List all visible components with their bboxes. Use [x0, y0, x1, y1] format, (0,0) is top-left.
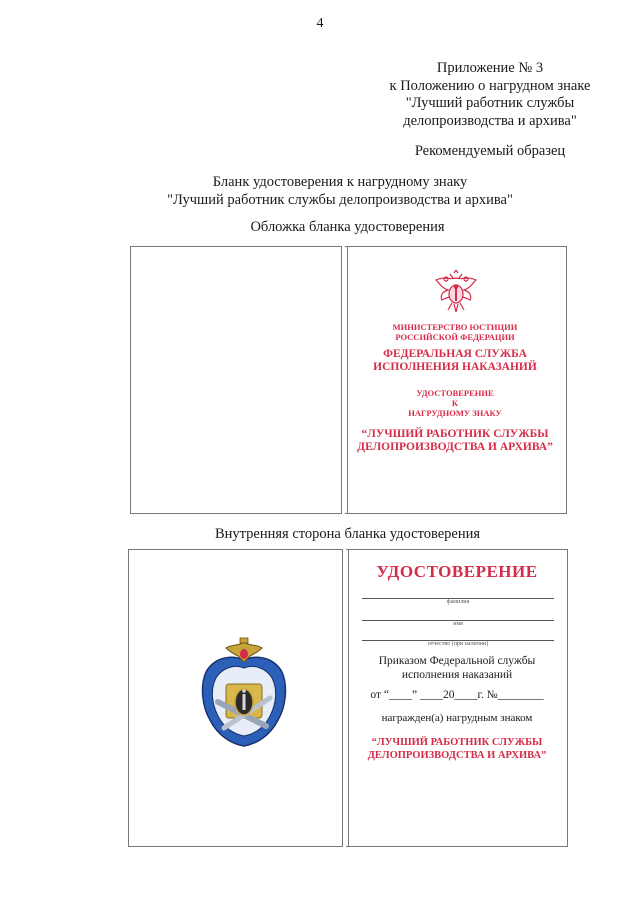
page-number: 4 — [316, 16, 324, 31]
surname-field[interactable] — [362, 598, 554, 605]
ministry-title — [350, 322, 560, 342]
patronymic-label: отчество (при наличии) — [427, 641, 489, 647]
ministry-line: РОССИЙСКОЙ ФЕДЕРАЦИИ — [395, 332, 515, 342]
appendix-header — [360, 60, 620, 130]
appendix-line: делопроизводства и архива" — [403, 112, 577, 129]
double-headed-eagle-emblem-icon — [430, 270, 482, 314]
inner-badge-name — [346, 736, 568, 762]
surname-label: фамилия — [446, 599, 470, 605]
certificate-title: УДОСТОВЕРЕНИЕ — [376, 562, 538, 581]
order-line: Приказом Федеральной службы — [378, 655, 536, 667]
cover-back-panel — [130, 246, 342, 514]
service-line: ФЕДЕРАЛЬНАЯ СЛУЖБА — [383, 348, 527, 360]
form-title-line: "Лучший работник службы делопроизводства и архива" — [167, 192, 513, 208]
appendix-line: "Лучший работник службы — [405, 95, 575, 111]
inner-caption: Внутренняя сторона бланка удостоверения — [214, 526, 481, 542]
service-line: ИСПОЛНЕНИЯ НАКАЗАНИЙ — [373, 361, 537, 373]
appendix-line: Приложение № 3 — [436, 60, 544, 76]
recommended-sample-label: Рекомендуемый образец — [414, 143, 566, 159]
patronymic-field[interactable] — [362, 640, 554, 647]
service-badge-emblem-icon — [196, 636, 292, 754]
cert-line: К — [451, 398, 459, 408]
cover-caption: Обложка бланка удостоверения — [250, 219, 445, 235]
order-line: исполнения наказаний — [401, 669, 513, 681]
service-title — [350, 348, 560, 374]
cert-line: НАГРУДНОМУ ЗНАКУ — [408, 408, 502, 418]
badge-name-line: ДЕЛОПРОИЗВОДСТВА И АРХИВА” — [357, 441, 553, 453]
order-date-line[interactable]: от “____” ____20____г. №________ — [370, 689, 544, 701]
order-text — [346, 654, 568, 682]
name-field[interactable] — [362, 620, 554, 627]
form-title — [100, 173, 580, 209]
ministry-line: МИНИСТЕРСТВО ЮСТИЦИИ — [392, 322, 518, 332]
appendix-line: к Положению о нагрудном знаке — [389, 77, 591, 94]
name-label: имя — [453, 621, 463, 627]
cert-line: УДОСТОВЕРЕНИЕ — [416, 388, 494, 398]
badge-name-line: “ЛУЧШИЙ РАБОТНИК СЛУЖБЫ — [371, 737, 543, 748]
certificate-to-badge — [350, 388, 560, 418]
badge-name-line: “ЛУЧШИЙ РАБОТНИК СЛУЖБЫ — [361, 428, 549, 440]
badge-name-line: ДЕЛОПРОИЗВОДСТВА И АРХИВА” — [367, 750, 547, 761]
cover-spine-line — [347, 246, 348, 514]
awarded-text: награжден(а) нагрудным знаком — [381, 712, 533, 724]
cover-badge-name — [348, 428, 562, 454]
form-title-line: Бланк удостоверения к нагрудному знаку — [212, 174, 468, 190]
